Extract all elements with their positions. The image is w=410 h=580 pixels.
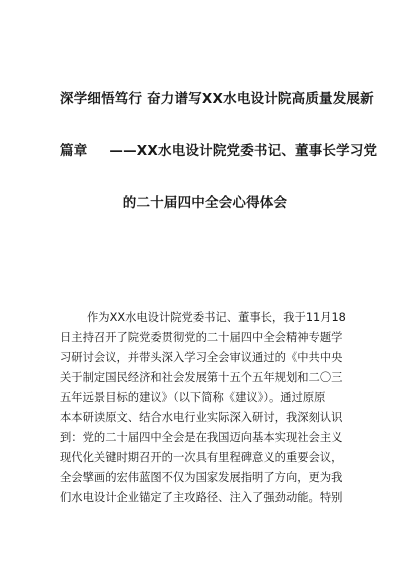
body-line-6: 本本研读原文、结合水电行业实际深入研讨，我深刻认识	[60, 411, 343, 424]
title-line-2-subtitle: ——XX水电设计院党委书记、董事长学习党	[109, 143, 378, 159]
body-line-1: 作为XX水电设计院党委书记、董事长，我于11月18	[87, 311, 346, 324]
title-line-1: 深学细悟笃行 奋力谱写XX水电设计院高质量发展新	[60, 91, 374, 107]
body-line-9: 全会擘画的宏伟蓝图不仅为国家发展指明了方向，更为我	[60, 471, 343, 484]
body-line-10: 们水电设计企业锚定了主攻路径、注入了强劲动能。特别	[60, 491, 343, 504]
body-line-4: 关于制定国民经济和社会发展第十五个五年规划和二〇三	[60, 371, 343, 384]
title-line-2	[60, 142, 377, 160]
title-line-3: 的二十届四中全会心得体会	[122, 195, 288, 211]
body-line-5: 五年远景目标的建议》（以下简称《建议》）。通过原原	[60, 391, 326, 404]
body-line-2: 日主持召开了院党委贯彻党的二十届四中全会精神专题学	[60, 331, 343, 344]
body-line-7: 到：党的二十届四中全会是在我国迈向基本实现社会主义	[60, 431, 343, 444]
body-line-3: 习研讨会议，并带头深入学习全会审议通过的《中共中央	[60, 351, 343, 364]
title-line-2-lead: 篇章	[60, 143, 88, 159]
body-line-8: 现代化关键时期召开的一次具有里程碑意义的重要会议，	[60, 451, 343, 464]
